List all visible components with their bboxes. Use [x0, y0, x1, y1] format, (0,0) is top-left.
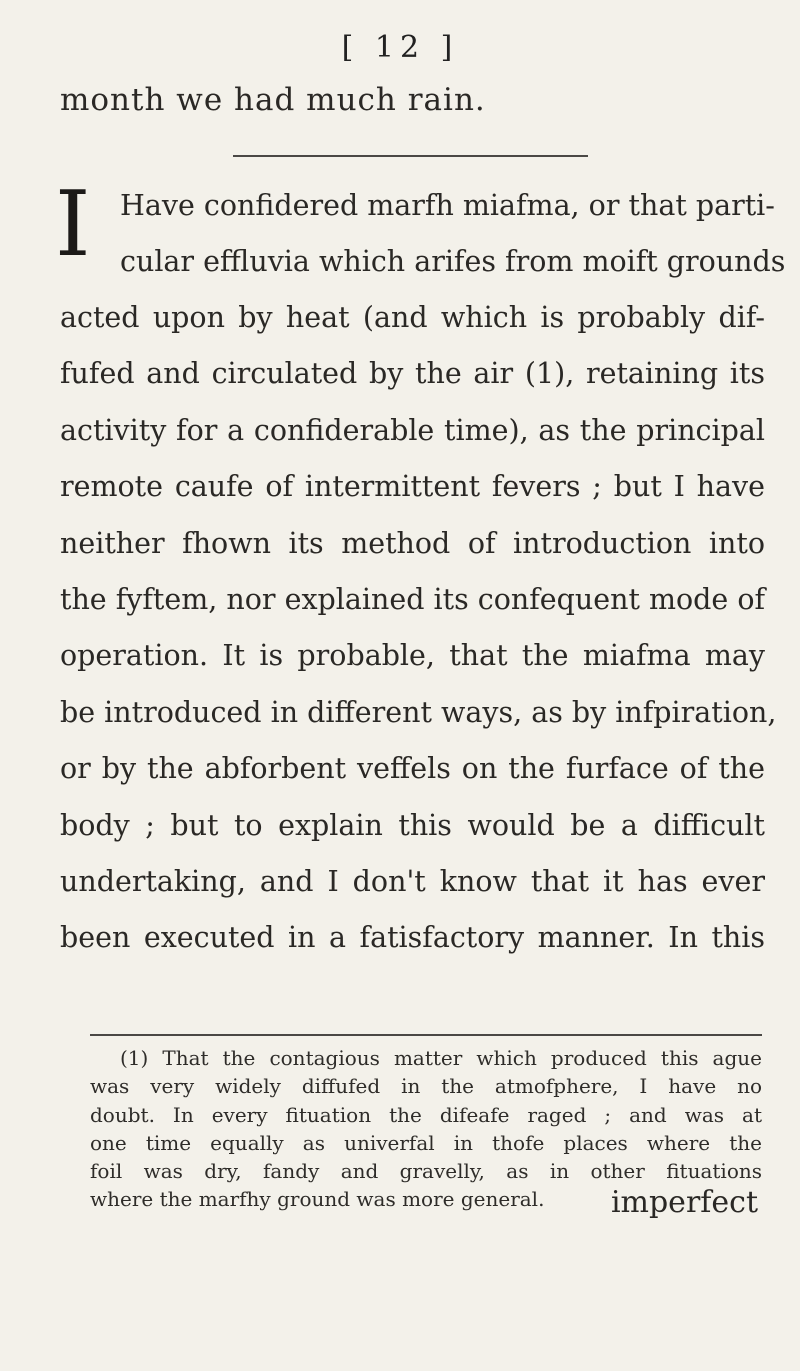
body-line: neither fhown its method of introduction into: [60, 526, 765, 560]
footnote-line: was very widely diffufed in the atmofphere, I have no: [90, 1074, 762, 1099]
drop-cap: I: [55, 172, 91, 277]
body-paragraph-continued: [60, 290, 777, 967]
body-line: or by the abforbent veffels on the furface of the: [60, 752, 765, 786]
footnote-divider: [90, 1034, 762, 1036]
body-line: be introduced in different ways, as by infpiration,: [60, 695, 777, 729]
body-line: body ; but to explain this would be a difficult: [60, 808, 765, 842]
body-line: Have confidered marfh miafma, or that parti-: [120, 189, 775, 222]
footnote-line: (1) That the contagious matter which produced this ague: [120, 1046, 762, 1070]
footnote-line: where the marfhy ground was more general.: [90, 1187, 545, 1212]
body-line: activity for a confiderable time), as the principal: [60, 413, 765, 447]
catchword: imperfect: [610, 1185, 758, 1220]
footnote-line: doubt. In every fituation the difeafe raged ; and was at: [90, 1102, 762, 1127]
footnote-line: one time equally as univerfal in thofe places where the: [90, 1130, 762, 1155]
body-line: the fyftem, nor explained its confequent mode of: [60, 583, 766, 617]
body-paragraph: [120, 178, 786, 291]
body-line: remote caufe of intermittent fevers ; but I have: [60, 470, 765, 504]
page-number: [ 12 ]: [341, 30, 459, 65]
body-line: undertaking, and I don't know that it has ever: [60, 865, 765, 899]
body-line: operation. It is probable, that the miafma may: [60, 639, 765, 673]
body-line: cular effluvia which arifes from moift grounds: [120, 245, 786, 279]
section-divider: [233, 155, 588, 157]
body-line: acted upon by heat (and which is probably dif-: [60, 301, 765, 334]
body-line: been executed in a fatisfactory manner. In this: [60, 921, 765, 955]
footnote-line: foil was dry, fandy and gravelly, as in other fituations: [90, 1159, 762, 1184]
body-line: fufed and circulated by the air (1), retaining its: [60, 357, 765, 391]
carryover-line: month we had much rain.: [60, 82, 486, 118]
